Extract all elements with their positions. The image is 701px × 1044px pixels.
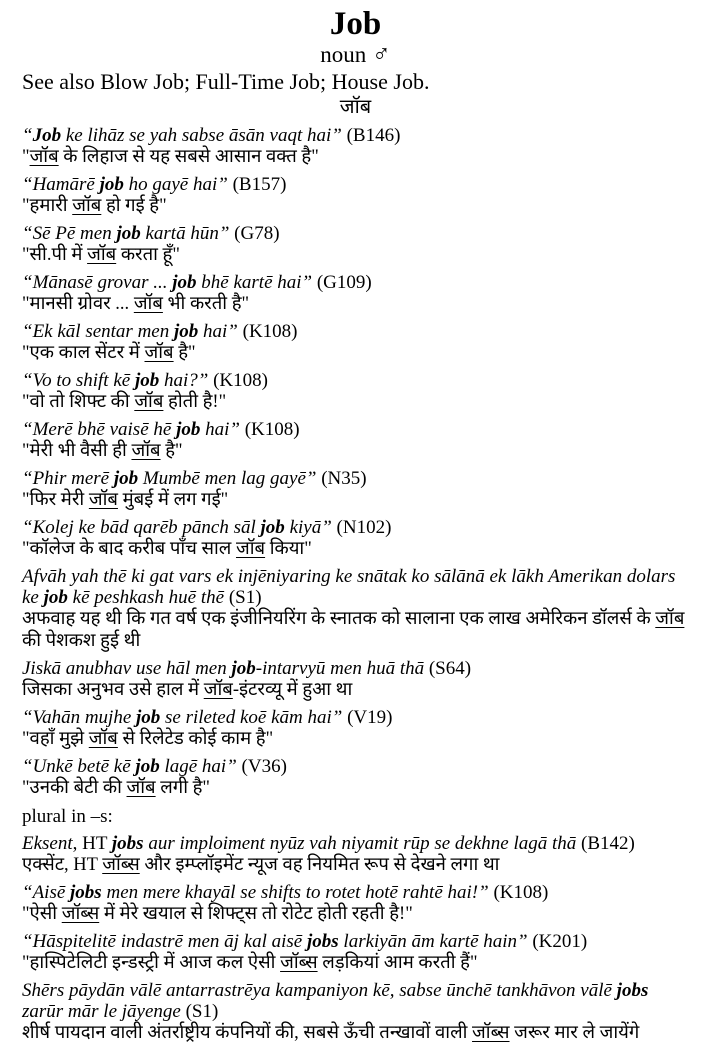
entry-transliteration-line [22,931,689,952]
entry-transliteration-line-segment: (K108) [239,419,300,440]
entry-transliteration-line-segment: Job [32,125,62,146]
entry-hindi-line-segment: एक्सेंट, HT [22,855,103,875]
entry-hindi-line [22,679,689,701]
entry-hindi-line-segment: जॉब [29,147,59,167]
entry-hindi-line [22,854,689,876]
entry-hindi-line [22,293,689,315]
entry-hindi-line-segment: जॉब [88,490,118,510]
entry-hindi-line [22,489,689,511]
entry-hindi-line-segment: " [22,147,30,167]
entry-transliteration-line [22,517,689,538]
entry-transliteration-line-segment: zarūr mār le jāyenge [22,1001,181,1022]
entry-hindi-line-segment: जॉब [126,778,156,798]
entry-transliteration-line-segment: (K108) [488,882,549,903]
entry-hindi-line-segment: है" [173,343,196,363]
entry-transliteration-line [22,707,689,728]
entry-hindi-line-segment: "एक काल सेंटर में [22,343,145,363]
entry-transliteration-line-segment: aur imploiment nyūz vah niyamit rūp se dekhne lagā thā [143,833,577,854]
entry [22,980,689,1044]
see-also-line: See also Blow Job; Full-Time Job; House Job. [22,69,430,94]
entry-hindi-line-segment: जॉब [87,245,117,265]
entry-hindi-line [22,608,689,652]
entry-transliteration-line-segment: (K108) [208,370,268,391]
entry [22,174,689,217]
entry-hindi-line [22,391,689,413]
entry [22,833,689,876]
entry-hindi-line [22,903,689,925]
entry-hindi-line-segment: "वहाँ मुझे [22,729,89,749]
entry [22,321,689,364]
entry-transliteration-line [22,566,689,608]
entry-hindi-line-segment: करता हूँ" [116,245,180,265]
entry-hindi-line-segment: -इंटरव्यू में हुआ था [232,680,353,700]
entry [22,707,689,750]
entry-hindi-line-segment: भी करती है" [162,294,250,314]
entry-transliteration-line [22,658,689,679]
entry-hindi-line-segment: जॉब [235,539,266,559]
entry-transliteration-line-segment: job [260,517,285,538]
entry-hindi-line-segment: "मानसी ग्रोवर ... [22,294,134,314]
entry-transliteration-line-segment: job [116,223,141,244]
entry-transliteration-line-segment: kartā hūn” [140,223,230,244]
entry [22,370,689,413]
entry-transliteration-line-segment: kē peshkash huē thē [67,587,225,608]
entry-hindi-line-segment: के लिहाज से यह सबसे आसान वक्त है" [58,147,319,167]
entry-transliteration-line-segment: jobs [306,931,339,952]
entry-transliteration-line-segment: Shērs pāydān vālē antarrastrēya kampaniyon kē, sabse ūnchē tankhāvon vālē [22,980,617,1001]
entry-transliteration-line-segment: (S64) [424,658,472,679]
entry-transliteration-line-segment: (K201) [527,931,588,952]
entry [22,468,689,511]
entry-transliteration-line-segment: job [231,658,256,679]
entry-hindi-line-segment: जिसका अनुभव उसे हाल में [22,680,204,700]
entry-hindi-line-segment: जॉब [88,729,118,749]
entry-transliteration-line [22,833,689,854]
entry-hindi-line-segment: लड़कियां आम करती हैं" [317,953,478,973]
entry-hindi-line-segment: मुंबई में लग गई" [117,490,229,510]
entry-transliteration-line [22,882,689,903]
entry-transliteration-line-segment: job [99,174,124,195]
entry-transliteration-line-segment: ke lihāz se yah sabse āsān vaqt hai” [61,125,342,146]
entry-transliteration-line-segment: job [113,468,139,489]
entry-hindi-line [22,440,689,462]
entry-hindi-line-segment: अफवाह यह थी कि गत वर्ष एक इंजीनियरिंग के स्नातक को सालाना एक लाख अमेरिकन डॉलर्स के [22,609,656,629]
entry-transliteration-line [22,223,689,244]
entry-hindi-line-segment: से रिलेटेड कोई काम है" [117,729,274,749]
entry-transliteration-line-segment: “Phir merē [22,468,114,489]
entry-transliteration-line-segment: hai?” [159,370,209,391]
entry-transliteration-line-segment: jobs [70,882,102,903]
entry-hindi-line-segment: जॉब्स [280,953,318,973]
entry-transliteration-line-segment: “Kolej ke bād qarēb pānch sāl [22,517,261,538]
entry [22,658,689,701]
entry [22,419,689,462]
entry-hindi-line-segment: जॉब्स [102,855,140,875]
entry-transliteration-line-segment: (B157) [227,174,287,195]
entry-transliteration-line-segment: ho gayē hai” [123,174,228,195]
pos-label: noun [320,42,367,67]
plural-note: plural in –s: [22,806,113,827]
entry-transliteration-line-segment: (S1) [180,1001,219,1022]
entry-transliteration-line-segment: job [135,756,160,777]
entry-transliteration-line-segment: men mere khayāl se shifts to rotet hotē rahtē hai!” [101,882,489,903]
entry-hindi-line-segment: शीर्ष पायदान वाली अंतर्राष्ट्रीय कंपनियों की, सबसे ऊँची तन्खावों वाली [22,1023,473,1043]
entry-transliteration-line [22,125,689,146]
entry-hindi-line-segment: जॉब [72,196,102,216]
entry-transliteration-line-segment: Afvāh yah thē ki gat vars ek injēniyaring ke snātak ko sālānā ek lākh Amerikan dolars ke [22,566,676,608]
entry-transliteration-line-segment: (V19) [342,707,393,728]
entry-hindi-line-segment: जॉब [203,680,233,700]
entry-transliteration-line [22,980,689,1022]
entry [22,125,689,168]
entry-hindi-line [22,342,689,364]
entry-hindi-line [22,244,689,266]
entry-transliteration-line-segment: “ [22,125,33,146]
entry-transliteration-line [22,756,689,777]
entry-transliteration-line-segment: (G78) [229,223,280,244]
entry-transliteration-line [22,370,689,391]
entry-transliteration-line-segment: (G109) [312,272,372,293]
entry-transliteration-line-segment: “Aisē [22,882,71,903]
entry-hindi-line-segment: जॉब [134,392,164,412]
entry-transliteration-line-segment: (B142) [576,833,635,854]
male-gender-icon: ♂ [372,41,391,68]
entry-transliteration-line-segment: job [172,272,197,293]
entry-transliteration-line-segment: “Merē bhē vaisē hē [22,419,177,440]
entry-transliteration-line-segment: “Vahān mujhe [22,707,136,728]
entry-transliteration-line-segment: (K108) [237,321,298,342]
entry-transliteration-line-segment: larkiyān ām kartē hain” [338,931,528,952]
entry-hindi-line [22,777,689,799]
entry [22,566,689,652]
entry-transliteration-line-segment: job [43,587,68,608]
entry-transliteration-line-segment: (N35) [316,468,367,489]
entry-transliteration-line-segment: (S1) [224,587,262,608]
entry-transliteration-line-segment: “Hamārē [22,174,100,195]
entry-hindi-line-segment: जॉब [131,441,161,461]
entry-transliteration-line [22,321,689,342]
entry-transliteration-line-segment: jobs [111,833,144,854]
entry-transliteration-line-segment: (N102) [331,517,392,538]
entry-transliteration-line-segment: bhē kartē hai” [196,272,313,293]
entry-hindi-line-segment: जॉब [144,343,174,363]
entry-transliteration-line-segment: “Unkē betē kē [22,756,136,777]
entry-transliteration-line [22,174,689,195]
entry-hindi-line-segment: हो गई है" [101,196,167,216]
entry-hindi-line-segment: जॉब [655,609,685,629]
entry [22,931,689,974]
entry-hindi-line-segment: "उनकी बेटी की [22,778,127,798]
entry-transliteration-line-segment: lagē hai” [159,756,237,777]
entry-hindi-line [22,538,689,560]
entry-hindi-line [22,952,689,974]
entry-transliteration-line [22,419,689,440]
entry-hindi-line-segment: में मेरे खयाल से शिफ्ट्स तो रोटेट होती रहती है!" [99,904,413,924]
entry-hindi-line-segment: होती है!" [163,392,227,412]
entry-hindi-line-segment: "हास्पिटेलिटी इन्डस्ट्री में आज कल ऐसी [22,953,281,973]
entry-transliteration-line-segment: -intarvyū men huā thā [255,658,425,679]
entry-transliteration-line-segment: Mumbē men lag gayē” [138,468,317,489]
entry-hindi-line [22,1022,689,1044]
entry-transliteration-line [22,468,689,489]
entry-hindi-line-segment: जरूर मार ले जायेंगे [509,1023,640,1043]
entry-hindi-line-segment: किया" [265,539,312,559]
entry-hindi-line [22,146,689,168]
entry-transliteration-line-segment: “Hāspitelitē indastrē men āj kal aisē [22,931,307,952]
entry-hindi-line [22,195,689,217]
entry-transliteration-line-segment: Eksent [22,833,73,854]
entry-transliteration-line-segment: (V36) [236,756,287,777]
entry-hindi-line [22,728,689,750]
entry-hindi-line-segment: जॉब्स [61,904,100,924]
entry-transliteration-line-segment: “Mānasē grovar ... [22,272,173,293]
headword-hindi: जॉब [339,96,372,118]
entry-hindi-line-segment: और इम्प्लॉइमेंट न्यूज वह नियमित रूप से देखने लगा था [139,855,500,875]
entry-transliteration-line-segment: se rileted koē kām hai” [160,707,343,728]
entry-hindi-line-segment: "ऐसी [22,904,62,924]
entry-hindi-line-segment: जॉब्स [472,1023,510,1043]
entry-transliteration-line-segment: job [173,321,199,342]
entries-list [22,125,689,1044]
entry [22,882,689,925]
entry-hindi-line-segment: "हमारी [22,196,73,216]
entry-transliteration-line-segment: (B146) [341,125,401,146]
entry-hindi-line-segment: है" [160,441,183,461]
entry-hindi-line-segment: "वो तो शिफ्ट की [22,392,135,412]
entry-hindi-line-segment: "मेरी भी वैसी ही [22,441,132,461]
entry-hindi-line-segment: लगी है" [155,778,210,798]
entry [22,756,689,799]
entry-transliteration-line-segment: kiyā” [284,517,332,538]
entry-transliteration-line-segment: hai” [198,321,238,342]
page-title: Job [329,6,382,42]
entry-hindi-line-segment: "फिर मेरी [22,490,89,510]
entry [22,517,689,560]
entry-transliteration-line-segment: job [176,419,201,440]
entry-transliteration-line-segment: Jiskā anubhav use hāl men [22,658,232,679]
entry [22,272,689,315]
entry-hindi-line-segment: "कॉलेज के बाद करीब पाँच साल [22,539,236,559]
entry-transliteration-line-segment: jobs [616,980,649,1001]
entry-hindi-line-segment: "सी.पी में [22,245,88,265]
entry [22,223,689,266]
entry-transliteration-line-segment: “Sē Pē men [22,223,117,244]
entry-transliteration-line-segment: job [134,370,160,391]
entry-transliteration-line-segment: “Ek kāl sentar men [22,321,174,342]
entry-transliteration-line-segment: job [136,707,161,728]
entry-hindi-line-segment: की पेशकश हुई थी [22,631,141,651]
part-of-speech-line [22,42,689,68]
entry-transliteration-line-segment: , HT [72,833,112,854]
entry-transliteration-line-segment: hai” [200,419,240,440]
entry-transliteration-line [22,272,689,293]
entry-transliteration-line-segment: “Vo to shift kē [22,370,135,391]
entry-hindi-line-segment: जॉब [133,294,163,314]
